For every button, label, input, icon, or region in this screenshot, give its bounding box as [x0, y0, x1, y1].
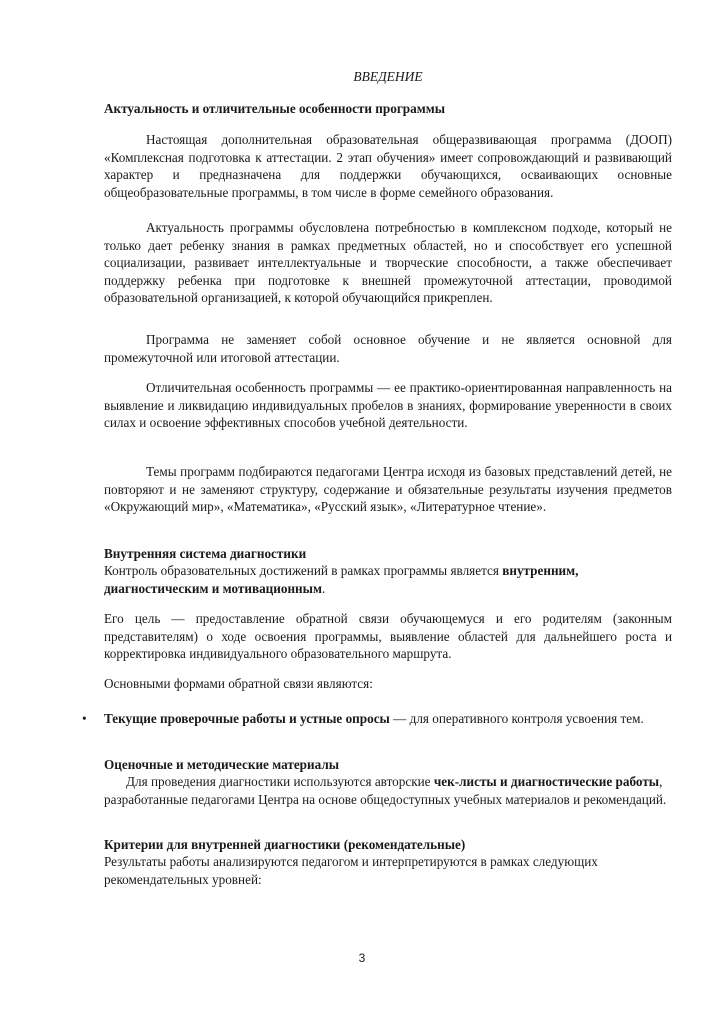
materials-text-end: , разработанные педагогами Центра на основе общедоступных учебных материалов и рекомендаций.	[104, 774, 667, 807]
paragraph-program-topics: Темы программ подбираются педагогами Центра исходя из базовых представлений детей, не повторяют и не заменяют структуру, содержание и обязательные результаты изучения предметов «Окружающий мир», «Математика», «Русский язык», «Литературное чтение».	[104, 464, 672, 515]
materials-text: Для проведения диагностики используются авторские	[126, 774, 434, 789]
section-heading-diagnostics: Внутренняя система диагностики	[104, 546, 307, 561]
paragraph-materials	[104, 773, 672, 808]
paragraph-program-description: Настоящая дополнительная образовательная общеразвивающая программа (ДООП) «Комплексная подготовка к аттестации. 2 этап обучения» имеет сопровождающий и развивающий характер и предназначена для поддержки обучающихся, осваивающих основные общеобразовательные программы, в том числе в форме семейного образования.	[104, 132, 672, 200]
control-text-end: .	[321, 580, 326, 596]
bullet-bold-text: Текущие проверочные работы и устные опросы	[104, 711, 390, 726]
materials-bold-text: чек-листы и диагностические работы	[433, 774, 660, 789]
bullet-list-item	[82, 710, 672, 728]
paragraph-feedback-forms: Основными формами обратной связи являются:	[104, 676, 373, 691]
paragraph-relevance: Актуальность программы обусловлена потребностью в комплексном подходе, который не только дает ребенку знания в рамках предметных областей, но и способствует его успешной социализации, развивает интеллектуальные и творческие способности, а также обеспечивает поддержку ребенка при подготовке к внешней промежуточной аттестации, проводимой образовательной организацией, к которой обучающийся прикреплен.	[104, 220, 672, 306]
paragraph-criteria: Результаты работы анализируются педагогом и интерпретируются в рамках следующих рекомендательных уровней:	[104, 854, 598, 887]
control-text: Контроль образовательных достижений в рамках программы является	[104, 563, 503, 578]
page-number: 3	[358, 951, 366, 965]
bullet-icon: •	[82, 711, 87, 726]
paragraph-purpose: Его цель — предоставление обратной связи обучающемуся и его родителям (законным представителям) о ходе освоения программы, выявление областей для дальнейшего роста и корректировка индивидуального образовательного маршрута.	[104, 611, 672, 662]
section-heading-criteria: Критерии для внутренней диагностики (рекомендательные)	[104, 837, 466, 852]
paragraph-not-replacing: Программа не заменяет собой основное обучение и не является основной для промежуточной или итоговой аттестации.	[104, 332, 672, 365]
page-title: ВВЕДЕНИЕ	[353, 69, 423, 84]
paragraph-distinctive-feature: Отличительная особенность программы — ее практико-ориентированная направленность на выявление и ликвидацию индивидуальных пробелов в знаниях, формирование уверенности в своих силах и освоение эффективных способов учебной деятельности.	[104, 380, 672, 431]
bullet-text: — для оперативного контроля усвоения тем.	[389, 711, 644, 726]
paragraph-control-nature	[104, 562, 672, 597]
control-bold-text: внутренним, диагностическим и мотивационным	[104, 563, 579, 596]
section-heading-materials: Оценочные и методические материалы	[104, 757, 340, 772]
section-heading-relevance: Актуальность и отличительные особенности программы	[104, 101, 446, 116]
